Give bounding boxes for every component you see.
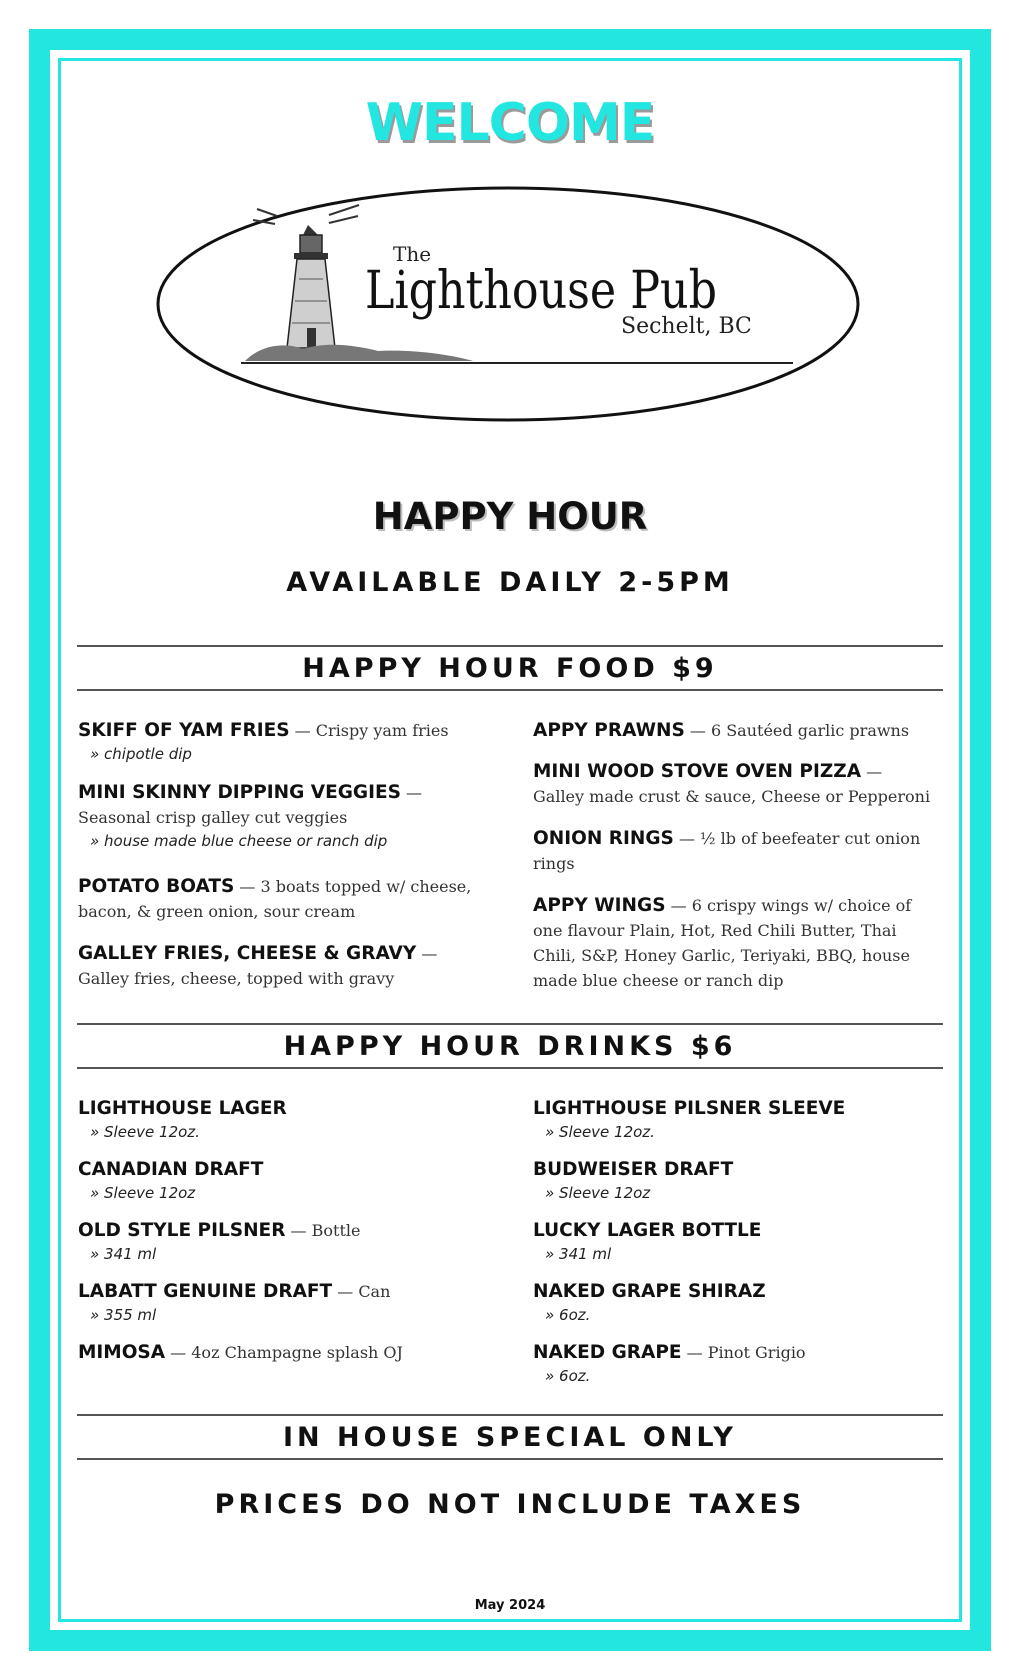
menu-item: LUCKY LAGER BOTTLE » 341 ml [533, 1220, 762, 1263]
menu-item: GALLEY FRIES, CHEESE & GRAVY — Galley fries, cheese, topped with gravy [78, 943, 438, 988]
menu-item: APPY WINGS — 6 crispy wings w/ choice of one flavour Plain, Hot, Red Chili Butter, Thai Chili, S&P, Honey Garlic, Teriyaki, BBQ, house made blue cheese or ranch dip [533, 895, 912, 990]
menu-item: MIMOSA — 4oz Champagne splash OJ [78, 1342, 403, 1363]
special-heading: IN HOUSE SPECIAL ONLY [77, 1414, 943, 1460]
menu-item: LIGHTHOUSE LAGER » Sleeve 12oz. [78, 1098, 287, 1141]
menu-item: MINI WOOD STOVE OVEN PIZZA — Galley made crust & sauce, Cheese or Pepperoni [533, 761, 931, 806]
happy-hour-title: HAPPY HOUR [372, 495, 648, 538]
menu-item: LABATT GENUINE DRAFT — Can » 355 ml [78, 1281, 391, 1324]
menu-item: CANADIAN DRAFT » Sleeve 12oz [78, 1159, 264, 1202]
menu-item: NAKED GRAPE — Pinot Grigio » 6oz. [533, 1342, 806, 1385]
logo-the: The [393, 242, 432, 266]
menu-item: NAKED GRAPE SHIRAZ » 6oz. [533, 1281, 766, 1324]
taxes-notice: PRICES DO NOT INCLUDE TAXES [214, 1489, 806, 1520]
menu-item: OLD STYLE PILSNER — Bottle » 341 ml [78, 1220, 361, 1263]
menu-item: LIGHTHOUSE PILSNER SLEEVE » Sleeve 12oz. [533, 1098, 846, 1141]
drinks-section-heading: HAPPY HOUR DRINKS $6 [77, 1023, 943, 1069]
menu-item: APPY PRAWNS — 6 Sautéed garlic prawns [533, 720, 910, 741]
menu-item: POTATO BOATS — 3 boats topped w/ cheese, bacon, & green onion, sour cream [78, 876, 472, 921]
menu-item: BUDWEISER DRAFT » Sleeve 12oz [533, 1159, 734, 1202]
menu-item: ONION RINGS — ½ lb of beefeater cut onion rings [533, 828, 921, 873]
availability-text: AVAILABLE DAILY 2-5PM [286, 567, 734, 598]
logo-name: Lighthouse Pub [365, 261, 717, 321]
menu-item: MINI SKINNY DIPPING VEGGIES — Seasonal crisp galley cut veggies » house made blue cheese or ranch dip [78, 782, 423, 850]
welcome-heading: WELCOME [365, 93, 655, 153]
food-section-heading: HAPPY HOUR FOOD $9 [77, 645, 943, 691]
menu-item: SKIFF OF YAM FRIES — Crispy yam fries » chipotle dip [78, 720, 449, 763]
logo-location: Sechelt, BC [621, 314, 752, 339]
menu-date: May 2024 [474, 1598, 546, 1613]
